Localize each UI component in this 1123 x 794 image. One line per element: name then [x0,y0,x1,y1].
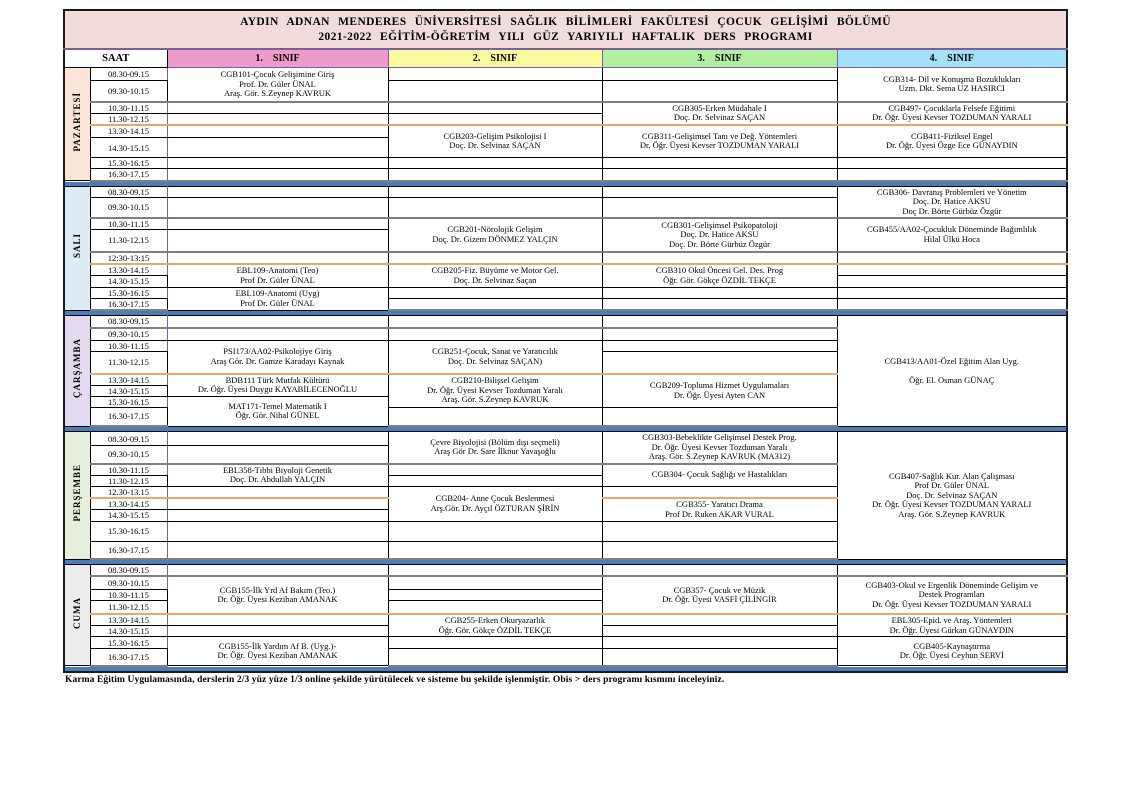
empty-cell [388,102,602,114]
time-slot: 08.30-09.15 [90,68,167,81]
time-slot: 15.30-16.15 [90,521,167,541]
time-slot: 14.30-15.15 [90,509,167,521]
course-cell: CGB301-Gelişimsel Psikopatoloji Doç. Dr. Hatice AKSU Doç. Dr. Börte Gürbüz Özgür [602,218,837,252]
time-slot: 08.30-09.15 [90,432,167,446]
course-cell: EBL109-Anatomi (Uyg) Prof Dr. Güler ÜNAL [167,287,388,310]
empty-cell [167,521,388,541]
empty-cell [167,498,388,510]
empty-cell [388,287,602,298]
time-slot: 16.30-17.15 [90,649,167,666]
empty-cell [837,158,1067,169]
time-slot: 13.30-14.15 [90,498,167,510]
time-slot: 09.30-10.15 [90,81,167,102]
empty-cell [837,275,1067,287]
course-cell: Çevre Biyolojisi (Bölüm dışı seçmeli) Araş Gör Dr. Sare İlknur Yavaşoğlu [388,432,602,464]
time-slot: 10.30-11.15 [90,102,167,114]
empty-cell [167,486,388,498]
day-label: PAZARTESİ [72,91,83,152]
empty-cell [602,626,837,637]
empty-cell [388,521,602,541]
empty-cell [602,298,837,310]
empty-cell [388,649,602,666]
course-cell: CGB497- Çocuklarla Felsefe Eğitimi Dr. Öğr. Üyesi Kevser TOZDUMAN YARALI [837,102,1067,125]
empty-cell [602,486,837,498]
course-cell: CGB201-Nörolojik Gelişim Doç. Dr. Gizem DÖNMEZ YALÇIN [388,218,602,252]
empty-cell [167,252,388,264]
time-slot: 14.30-15.15 [90,275,167,287]
time-slot: 12:30-13:15 [90,252,167,264]
empty-cell [388,541,602,559]
course-cell: CGB101-Çocuk Gelişimine Giriş Prof. Dr. Güler ÜNAL Araş. Gör. S.Zeynep KAVRUK [167,68,388,102]
class-header-2: 2. SINIF [388,49,602,68]
time-slot: 14.30-15.15 [90,385,167,396]
empty-cell [602,186,837,197]
empty-cell [167,316,388,328]
empty-cell [602,316,837,328]
course-cell: EBL305-Epid. ve Araş. Yöntemleri Dr. Öğr. Üyesi Gürkan GÜNAYDIN [837,614,1067,637]
empty-cell [602,68,837,81]
day-cell [64,565,90,666]
empty-cell [167,446,388,464]
empty-cell [602,81,837,102]
course-cell: CGB411-Fiziksel Engel Dr. Öğr. Üyesi Özge Ece GÜNAYDIN [837,125,1067,158]
empty-cell [167,186,388,197]
empty-cell [167,230,388,252]
empty-cell [388,81,602,102]
time-slot: 08.30-09.15 [90,565,167,577]
empty-cell [837,565,1067,577]
empty-cell [602,158,837,169]
course-cell: CGB209-Topluma Hizmet Uygulamaları Dr. Öğr. Üyesi Ayten CAN [602,374,837,408]
time-slot: 10.30-11.15 [90,464,167,476]
time-slot: 11.30-12.15 [90,230,167,252]
empty-cell [602,328,837,341]
course-cell: CGB305-Erken Müdahale I Doç. Dr. Selvinaz SAÇAN [602,102,837,125]
empty-cell [167,169,388,181]
empty-cell [602,614,837,626]
empty-cell [388,464,602,476]
course-cell: CGB455/AA02-Çocukluk Döneminde Bağımlılık Hilal Ülkü Hoca [837,218,1067,252]
empty-cell [602,521,837,541]
empty-cell [167,541,388,559]
class-header-3: 3. SINIF [602,49,837,68]
course-cell: CGB210-Bilişsel Gelişim Dr. Öğr. Üyesi Kevser Tozduman Yaralı Araş. Gör. S.Zeynep KAVRUK [388,374,602,408]
course-cell: BDB111 Türk Mutfak Kültürü Dr. Öğr. Üyesi Duygu KAYABİLECENOĞLU [167,374,388,397]
class-header-4: 4. SINIF [837,49,1067,68]
empty-cell [388,252,602,264]
empty-cell [388,113,602,125]
course-cell: CGB403-Okul ve Ergenlik Döneminde Gelişim ve Destek Programları Dr. Öğr. Üyesi Kevser TOZDUMAN YARALI [837,576,1067,614]
time-slot: 09.30-10.15 [90,328,167,341]
empty-cell [602,341,837,352]
empty-cell [602,352,837,374]
empty-cell [602,637,837,649]
empty-cell [388,298,602,310]
course-cell: CGB304- Çocuk Sağlığı ve Hastalıkları [602,464,837,487]
time-slot: 08.30-09.15 [90,186,167,197]
empty-cell [388,328,602,341]
empty-cell [388,158,602,169]
time-slot: 11.30-12.15 [90,600,167,614]
time-slot: 09.30-10.15 [90,446,167,464]
course-cell: PSI173/AA02-Psikolojiye Giriş Araş Gör. Dr. Gamze Karadayı Kaynak [167,341,388,374]
course-cell: CGB405-Kaynaştırma Dr. Öğr. Üyesi Ceyhun SERVİ [837,637,1067,666]
day-cell [64,68,90,181]
day-cell [64,432,90,560]
course-cell: CGB306- Davranış Problemleri ve Yönetim Doç. Dr. Hatice AKSU Doç Dr. Börte Gürbüz Özgür [837,186,1067,218]
course-cell: CGB205-Fiz. Büyüme ve Motor Gel. Doç. Dr. Selvinaz Saçan [388,264,602,288]
time-slot: 12.30-13.15 [90,486,167,498]
time-slot: 15.30-16.15 [90,637,167,649]
course-cell: CGB407-Sağlık Kur. Alan Çalışması Prof Dr. Güler ÜNAL Doç. Dr. Selvinaz SAÇAN Dr. Öğr. Üyesi Kevser TOZDUMAN YARALI Araş. Gör. S.Zeynep KAVRUK [837,432,1067,560]
time-slot: 16.30-17.15 [90,407,167,426]
empty-cell [388,576,602,589]
course-cell: MAT171-Temel Matematik I Öğr. Gör. Nihal GÜNEL [167,396,388,426]
course-cell: CGB310 Okul Öncesi Gel. Des. Prog Öğr. Gör. Gökçe ÖZDİL TEKÇE [602,264,837,288]
empty-cell [602,252,837,264]
empty-cell [837,287,1067,298]
time-slot: 14.30-15.15 [90,138,167,158]
empty-cell [167,113,388,125]
time-slot: 10.30-11.15 [90,218,167,230]
course-cell: CGB251-Çocuk, Sanat ve Yaratıcılık Doç. Dr. Selvinaz SAÇAN) [388,341,602,374]
empty-cell [167,102,388,114]
course-cell: CGB203-Gelişim Psikolojisi I Doç. Dr. Selvinaz SAÇAN [388,125,602,158]
course-cell: EBL358-Tıbbi Biyoloji Genetik Doç. Dr. Abdullah YALÇIN [167,464,388,487]
empty-cell [388,407,602,426]
time-slot: 15.30-16.15 [90,158,167,169]
empty-cell [167,158,388,169]
course-cell: CGB413/AA01-Özel Eğitim Alan Uyg. Öğr. El. Osman GÜNAÇ [837,316,1067,427]
empty-cell [602,565,837,577]
empty-cell [167,626,388,637]
footer-note: Karma Eğitim Uygulamasında, derslerin 2/3 yüz yüze 1/3 online şekilde yürütülecek ve sisteme bu şekilde işlenmiştir. Obis > ders programı kısmını inceleyiniz. [65,674,725,685]
course-cell: CGB311-Gelişimsel Tanı ve Değ. Yöntemleri Dr. Öğr. Üyesi Kevser TOZDUMAN YARALI [602,125,837,158]
course-cell: CGB204- Anne Çocuk Beslenmesi Arş.Gör. Dr. Ayçıl ÖZTURAN ŞİRİN [388,486,602,521]
day-label: PERŞEMBE [72,463,83,522]
empty-cell [388,589,602,600]
course-cell: CGB155-İlk Yrd Af Bakım (Teo.) Dr. Öğr. Üyesi Keziban AMANAK [167,576,388,614]
day-cell [64,186,90,310]
empty-cell [167,614,388,626]
page-title [64,10,1067,49]
empty-cell [167,197,388,218]
empty-cell [167,218,388,230]
day-separator [64,666,1067,672]
time-slot: 11.30-12.15 [90,475,167,486]
time-slot: 13.30-14.15 [90,264,167,276]
course-cell: CGB355- Yaratıcı Drama Prof Dr. Ruken AKAR VURAL [602,498,837,522]
empty-cell [602,169,837,181]
course-cell: CGB155-İlk Yardım Af B. (Uyg.)- Dr. Öğr. Üyesi Keziban AMANAK [167,637,388,666]
time-slot: 09.30-10.15 [90,576,167,589]
schedule-table [63,9,1068,673]
time-slot: 16.30-17.15 [90,298,167,310]
day-label: SALI [72,232,83,258]
time-slot: 10.30-11.15 [90,341,167,352]
empty-cell [388,169,602,181]
class-header-1: 1. SINIF [167,49,388,68]
time-slot: 11.30-12.15 [90,113,167,125]
course-cell: EBL109-Anatomi (Teo) Prof Dr. Güler ÜNAL [167,264,388,288]
empty-cell [837,298,1067,310]
empty-cell [167,138,388,158]
empty-cell [602,649,837,666]
empty-cell [837,264,1067,276]
empty-cell [388,197,602,218]
time-slot: 16.30-17.15 [90,169,167,181]
time-slot: 11.30-12.15 [90,352,167,374]
empty-cell [602,197,837,218]
empty-cell [388,565,602,577]
course-cell: CGB303-Bebeklikte Gelişimsel Destek Prog. Dr. Öğr. Üyesi Kevser Tozduman Yaralı Araş. Gör. S.Zeynep KAVRUK (MA312) [602,432,837,464]
empty-cell [388,637,602,649]
time-slot: 13.30-14.15 [90,614,167,626]
time-slot: 13.30-14.15 [90,374,167,386]
empty-cell [837,169,1067,181]
time-slot: 09.30-10.15 [90,197,167,218]
empty-cell [167,432,388,446]
day-label: ÇARŞAMBA [72,338,83,399]
empty-cell [167,565,388,577]
day-cell [64,316,90,427]
empty-cell [167,125,388,138]
empty-cell [388,475,602,486]
course-cell: CGB357- Çocuk ve Müzik Dr. Öğr. Üyesi VASFİ ÇİLİNGİR [602,576,837,614]
time-slot: 14.30-15.15 [90,626,167,637]
day-label: CUMA [72,596,83,629]
course-cell: CGB255-Erken Okuryazarlık Öğr. Gör. Gökçe ÖZDİL TEKÇE [388,614,602,637]
empty-cell [388,600,602,614]
title-line-2: 2021-2022 EĞİTİM-ÖĞRETİM YILI GÜZ YARIYILI HAFTALIK DERS PROGRAMI [318,30,813,43]
empty-cell [602,407,837,426]
title-line-1: AYDIN ADNAN MENDERES ÜNİVERSİTESİ SAĞLIK BİLİMLERİ FAKÜLTESİ ÇOCUK GELİŞİMİ BÖLÜMÜ [240,15,891,28]
empty-cell [837,252,1067,264]
empty-cell [602,287,837,298]
time-slot: 15.30-16.15 [90,396,167,407]
class-header-row [64,49,1067,68]
course-cell: CGB314- Dil ve Konuşma Bozuklukları Uzm. Dkt. Sema UZ HASIRCI [837,68,1067,102]
saat-header: SAAT [64,49,167,68]
time-slot: 16.30-17.15 [90,541,167,559]
empty-cell [602,541,837,559]
time-slot: 08.30-09.15 [90,316,167,328]
empty-cell [388,68,602,81]
empty-cell [167,509,388,521]
time-slot: 13.30-14.15 [90,125,167,138]
empty-cell [167,328,388,341]
empty-cell [388,316,602,328]
empty-cell [388,186,602,197]
time-slot: 15.30-16.15 [90,287,167,298]
time-slot: 10.30-11.15 [90,589,167,600]
